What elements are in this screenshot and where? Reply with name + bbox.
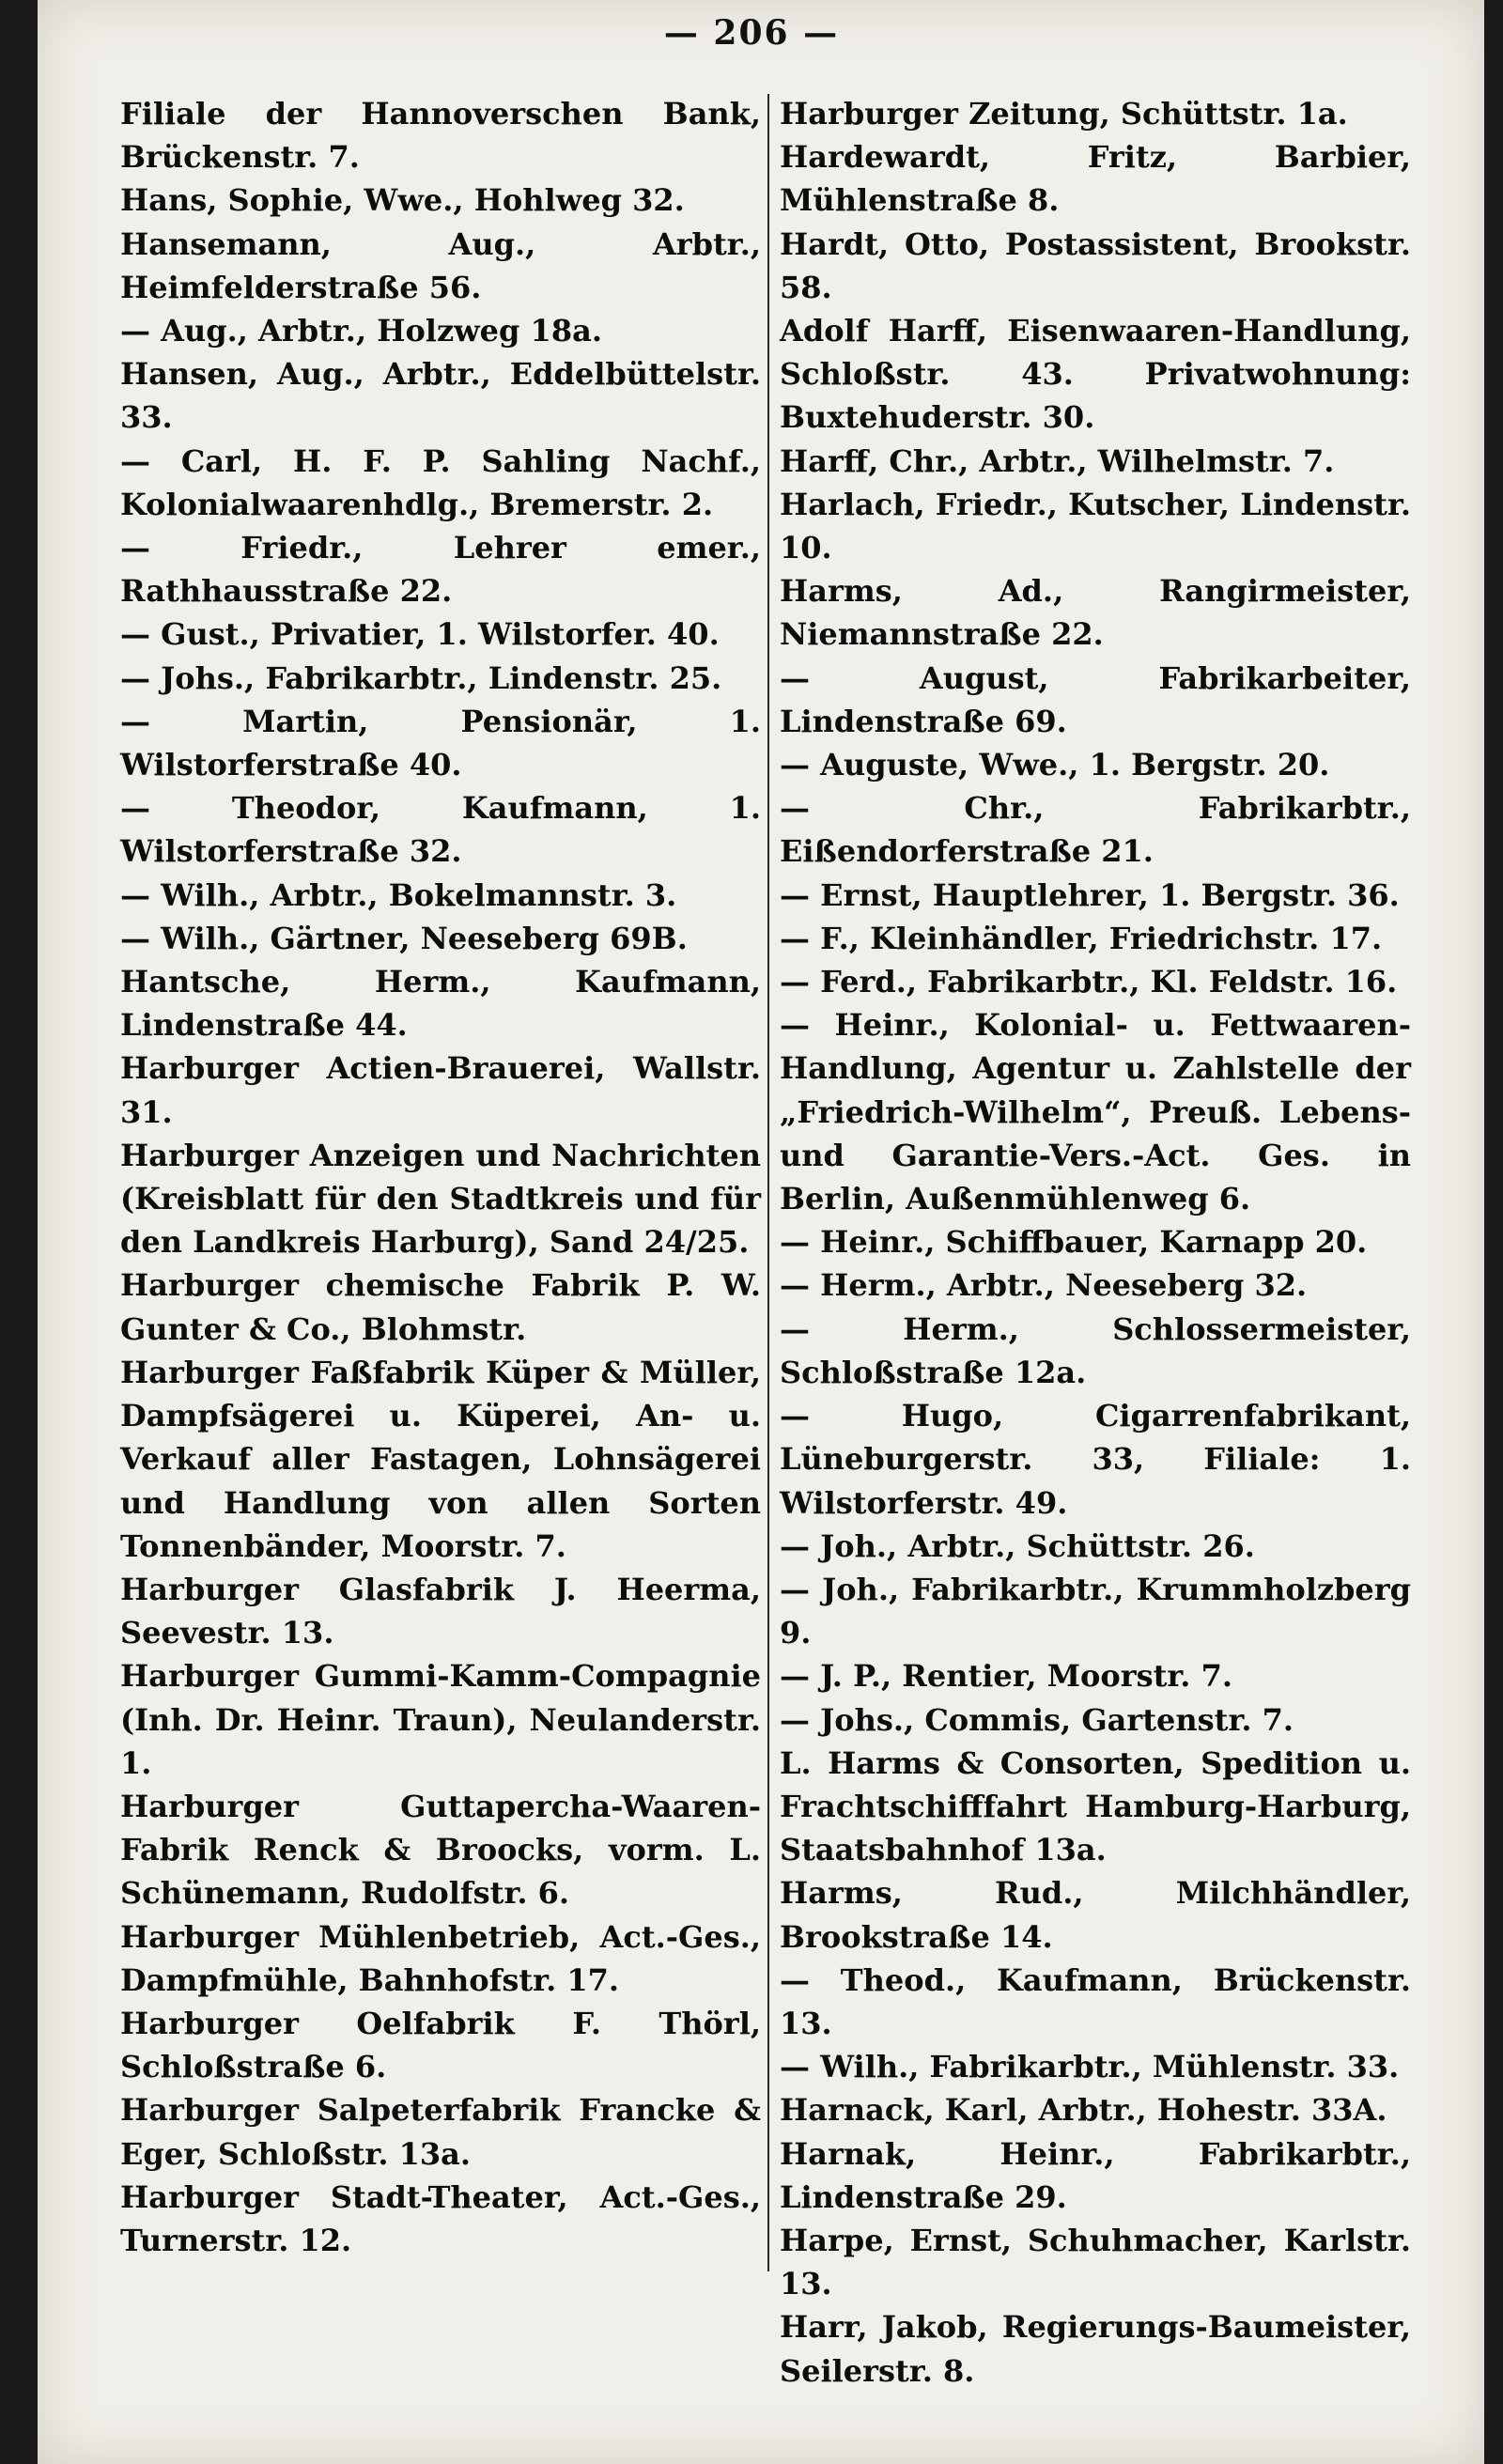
directory-entry: — Theodor, Kaufmann, 1. Wilstorferstraße 32. <box>120 790 761 870</box>
directory-entry: Hantsche, Herm., Kaufmann, Lindenstraße 44. <box>120 964 761 1044</box>
directory-entry: Harnack, Karl, Arbtr., Hohestr. 33A. <box>780 2092 1387 2129</box>
directory-entry: Harburger Mühlenbetrieb, Act.-Ges., Dampfmühle, Bahnhofstr. 17. <box>120 1918 761 1998</box>
directory-entry: Harburger Stadt-Theater, Act.-Ges., Turnerstr. 12. <box>120 2178 761 2258</box>
directory-entry: — Martin, Pensionär, 1. Wilstorferstraße 40. <box>120 703 761 783</box>
directory-entry: Hansemann, Aug., Arbtr., Heimfelderstraße 56. <box>120 225 761 305</box>
directory-entry: Hansen, Aug., Arbtr., Eddelbüttelstr. 33. <box>120 356 761 436</box>
column-divider <box>767 94 769 2271</box>
directory-entry: Hardewardt, Fritz, Barbier, Mühlenstraße 8. <box>780 139 1411 219</box>
directory-entry: Harpe, Ernst, Schuhmacher, Karlstr. 13. <box>780 2222 1411 2302</box>
directory-entry: — Chr., Fabrikarbtr., Eißendorferstraße 21. <box>780 790 1411 870</box>
directory-entry: — Wilh., Gärtner, Neeseberg 69B. <box>120 920 688 956</box>
directory-entry: — Theod., Kaufmann, Brückenstr. 13. <box>780 1961 1411 2041</box>
directory-entry: — Heinr., Schiffbauer, Karnapp 20. <box>780 1224 1368 1261</box>
directory-entry: Harburger Glasfabrik J. Heerma, Seevestr. 13. <box>120 1571 761 1651</box>
directory-entry: Harburger chemische Fabrik P. W. Gunter & Co., Blohmstr. <box>120 1267 761 1347</box>
directory-entry: — Johs., Commis, Gartenstr. 7. <box>780 1701 1294 1738</box>
directory-entry: — Herm., Arbtr., Neeseberg 32. <box>780 1267 1308 1304</box>
directory-entry: — F., Kleinhändler, Friedrichstr. 17. <box>780 920 1383 956</box>
directory-entry: — Hugo, Cigarrenfabrikant, Lüneburgerstr. 33, Filiale: 1. Wilstorferstr. 49. <box>780 1398 1411 1521</box>
directory-entry: — Gust., Privatier, 1. Wilstorfer. 40. <box>120 616 720 653</box>
directory-entry: Harms, Rud., Milchhändler, Brookstraße 14. <box>780 1875 1411 1955</box>
directory-entry: — Joh., Fabrikarbtr., Krummholzberg 9. <box>780 1571 1411 1651</box>
directory-entry: — Joh., Arbtr., Schüttstr. 26. <box>780 1527 1255 1564</box>
directory-entry: — Auguste, Wwe., 1. Bergstr. 20. <box>780 747 1330 783</box>
directory-entry: — Friedr., Lehrer emer., Rathhausstraße 22. <box>120 530 761 610</box>
directory-entry: Harr, Jakob, Regierungs-Baumeister, Seilerstr. 8. <box>780 2309 1411 2389</box>
directory-entry: — Carl, H. F. P. Sahling Nachf., Kolonialwaarenhdlg., Bremerstr. 2. <box>120 442 761 522</box>
directory-entry: Filiale der Hannoverschen Bank, Brückenstr. 7. <box>120 96 761 176</box>
directory-entry: Harms, Ad., Rangirmeister, Niemannstraße 22. <box>780 573 1411 653</box>
directory-entry: Harff, Chr., Arbtr., Wilhelmstr. 7. <box>780 442 1335 479</box>
directory-entry: Harburger Oelfabrik F. Thörl, Schloßstraße 6. <box>120 2005 761 2085</box>
directory-entry: Hans, Sophie, Wwe., Hohlweg 32. <box>120 182 685 219</box>
directory-entry: L. Harms & Consorten, Spedition u. Frachtschifffahrt Hamburg-Harburg, Staatsbahnhof 13a. <box>780 1744 1411 1868</box>
directory-entry: Harburger Faßfabrik Küper & Müller, Dampfsägerei u. Küperei, An- u. Verkauf aller Fastagen, Lohnsägerei und Handlung von allen Sorten Tonnenbänder, Moorstr. 7. <box>120 1354 761 1564</box>
directory-entry: Harburger Anzeigen und Nachrichten (Kreisblatt für den Stadtkreis und für den Landkreis Harburg), Sand 24/25. <box>120 1137 761 1261</box>
directory-entry: Harburger Zeitung, Schüttstr. 1a. <box>780 96 1348 132</box>
directory-entry: — Wilh., Fabrikarbtr., Mühlenstr. 33. <box>780 2049 1400 2085</box>
directory-entry: — Herm., Schlossermeister, Schloßstraße 12a. <box>780 1310 1411 1390</box>
directory-entry: — J. P., Rentier, Moorstr. 7. <box>780 1658 1232 1695</box>
directory-entry: Hardt, Otto, Postassistent, Brookstr. 58. <box>780 225 1411 305</box>
directory-entry: — Ferd., Fabrikarbtr., Kl. Feldstr. 16. <box>780 964 1398 1000</box>
right-column <box>780 92 1411 2464</box>
directory-entry: — Johs., Fabrikarbtr., Lindenstr. 25. <box>120 659 722 696</box>
directory-entry: Harburger Gummi-Kamm-Compagnie (Inh. Dr. Heinr. Traun), Neulanderstr. 1. <box>120 1658 761 1781</box>
page-number: — 206 — <box>663 13 840 53</box>
directory-entry: — August, Fabrikarbeiter, Lindenstraße 69. <box>780 659 1411 739</box>
directory-entry: — Heinr., Kolonial- u. Fettwaaren-Handlung, Agentur u. Zahlstelle der „Friedrich-Wilhelm“, Preuß. Lebens- und Garantie-Vers.-Act. Ges. in Berlin, Außenmühlenweg 6. <box>780 1007 1411 1217</box>
directory-entry: Harlach, Friedr., Kutscher, Lindenstr. 10. <box>780 486 1411 566</box>
directory-entry: — Wilh., Arbtr., Bokelmannstr. 3. <box>120 876 677 913</box>
directory-entry: Adolf Harff, Eisenwaaren-Handlung, Schloßstr. 43. Privatwohnung: Buxtehuderstr. 30. <box>780 313 1411 436</box>
directory-entry: Harburger Salpeterfabrik Francke & Eger, Schloßstr. 13a. <box>120 2092 761 2172</box>
directory-entry: Harnak, Heinr., Fabrikarbtr., Lindenstraße 29. <box>780 2135 1411 2215</box>
left-column <box>120 92 761 2464</box>
directory-entry: Harburger Actien-Brauerei, Wallstr. 31. <box>120 1050 761 1130</box>
directory-entry: — Aug., Arbtr., Holzweg 18a. <box>120 313 602 349</box>
directory-entry: Harburger Guttapercha-Waaren-Fabrik Renck & Broocks, vorm. L. Schünemann, Rudolfstr. 6. <box>120 1788 761 1912</box>
directory-entry: — Ernst, Hauptlehrer, 1. Bergstr. 36. <box>780 876 1400 913</box>
